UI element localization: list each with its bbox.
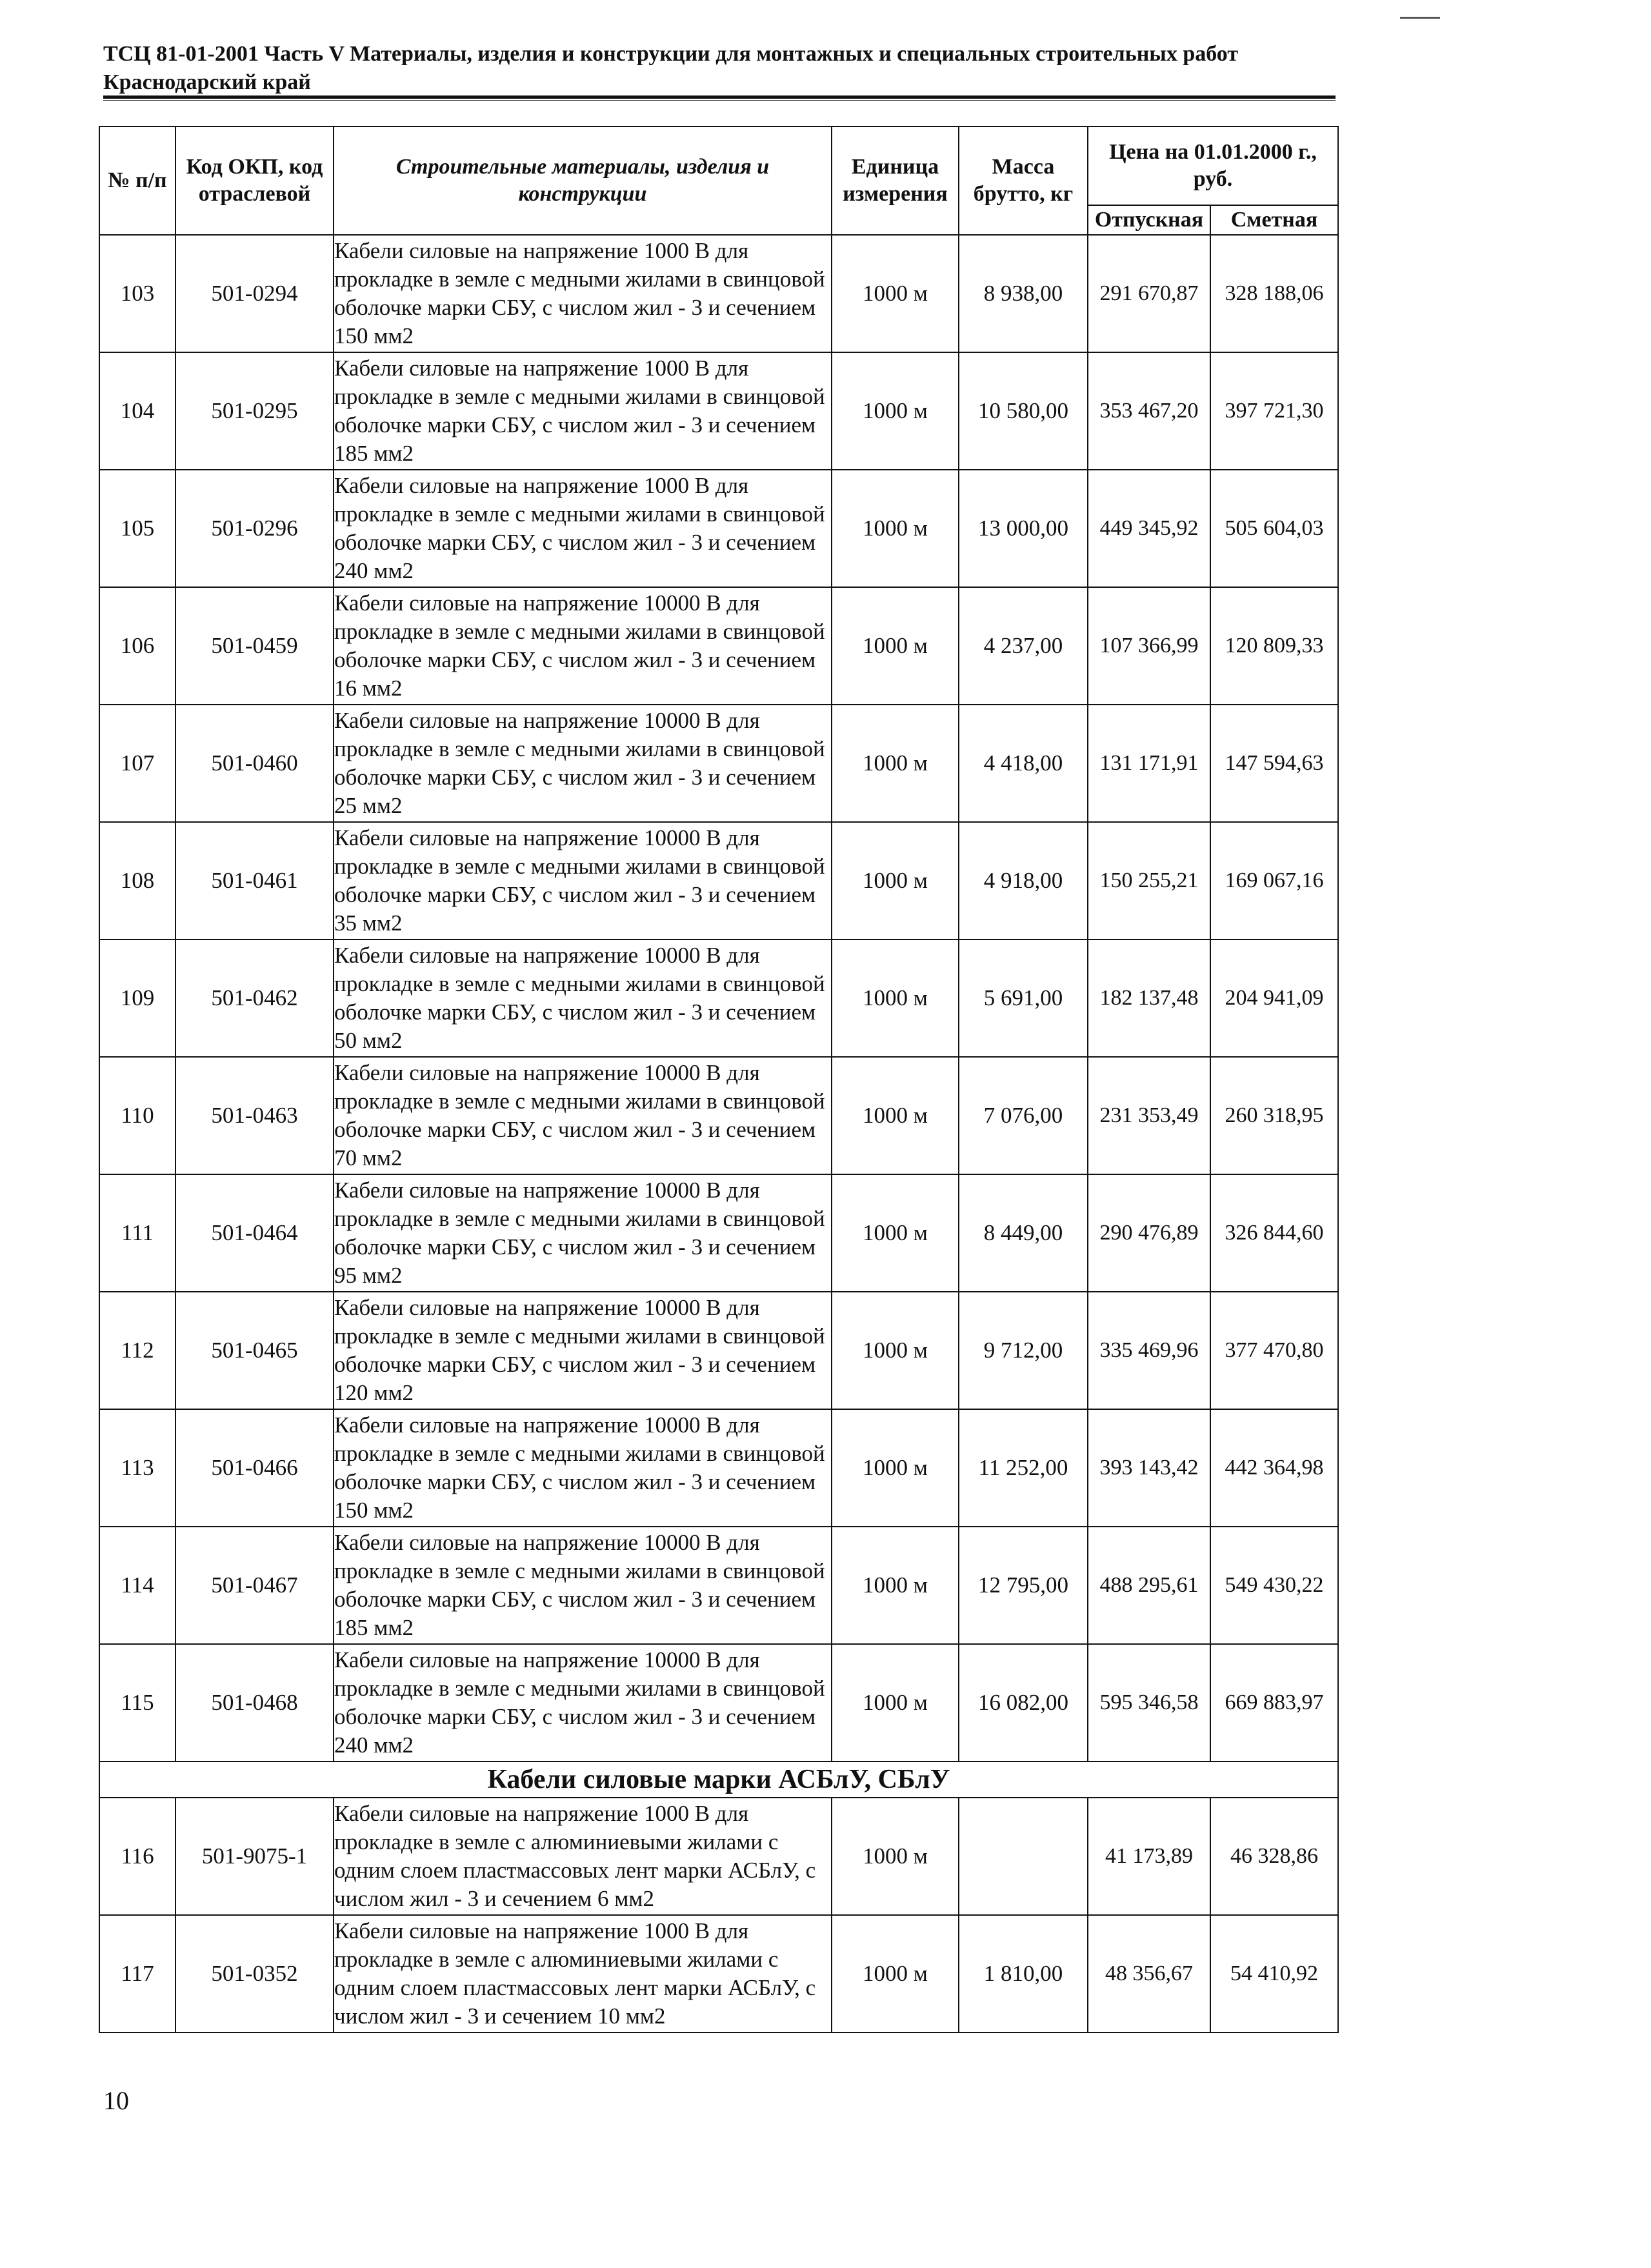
row-name: Кабели силовые на напряжение 1000 В для прокладке в земле с медными жилами в свинцовой оболочке марки СБУ, с числом жил - 3 и сечением 240 мм2 [334,470,832,587]
row-name: Кабели силовые на напряжение 10000 В для прокладке в земле с медными жилами в свинцовой оболочке марки СБУ, с числом жил - 3 и сечением 95 мм2 [334,1174,832,1292]
row-mass: 5 691,00 [959,939,1088,1057]
header-rule [103,95,1336,99]
row-price-release: 41 173,89 [1088,1798,1210,1915]
section-title: Кабели силовые марки АСБлУ, СБлУ [99,1761,1338,1798]
row-price-release: 353 467,20 [1088,352,1210,470]
row-name: Кабели силовые на напряжение 10000 В для прокладке в земле с медными жилами в свинцовой оболочке марки СБУ, с числом жил - 3 и сечением 70 мм2 [334,1057,832,1174]
row-unit: 1000 м [832,1798,959,1915]
row-price-release: 595 346,58 [1088,1644,1210,1761]
row-num: 107 [99,705,175,822]
row-name: Кабели силовые на напряжение 10000 В для прокладке в земле с медными жилами в свинцовой оболочке марки СБУ, с числом жил - 3 и сечением 120 мм2 [334,1292,832,1409]
row-name: Кабели силовые на напряжение 1000 В для прокладке в земле с алюминиевыми жилами с одним слоем пластмассовых лент марки АСБлУ, с числом жил - 3 и сечением 10 мм2 [334,1915,832,2032]
row-name: Кабели силовые на напряжение 10000 В для прокладке в земле с медными жилами в свинцовой оболочке марки СБУ, с числом жил - 3 и сечением 185 мм2 [334,1527,832,1644]
row-unit: 1000 м [832,705,959,822]
header-title: ТСЦ 81-01-2001 Часть V Материалы, изделия и конструкции для монтажных и специальных строительных работ [103,42,1239,66]
table-row [99,822,1338,939]
table-row [99,1644,1338,1761]
row-price-estimate: 46 328,86 [1210,1798,1338,1915]
header-region: Краснодарский край [103,70,311,94]
row-name: Кабели силовые на напряжение 10000 В для прокладке в земле с медными жилами в свинцовой оболочке марки СБУ, с числом жил - 3 и сечением 240 мм2 [334,1644,832,1761]
table-row [99,587,1338,705]
row-code: 501-0462 [175,939,334,1057]
table-row [99,1409,1338,1527]
row-num: 110 [99,1057,175,1174]
table-row [99,1057,1338,1174]
row-code: 501-0463 [175,1057,334,1174]
row-price-estimate: 54 410,92 [1210,1915,1338,2032]
row-num: 113 [99,1409,175,1527]
row-num: 114 [99,1527,175,1644]
header-unit: Единица измерения [832,126,959,235]
table-body [99,235,1338,2032]
row-mass: 16 082,00 [959,1644,1088,1761]
row-num: 109 [99,939,175,1057]
row-code: 501-0296 [175,470,334,587]
row-name: Кабели силовые на напряжение 10000 В для прокладке в земле с медными жилами в свинцовой оболочке марки СБУ, с числом жил - 3 и сечением 35 мм2 [334,822,832,939]
row-name: Кабели силовые на напряжение 10000 В для прокладке в земле с медными жилами в свинцовой оболочке марки СБУ, с числом жил - 3 и сечением 150 мм2 [334,1409,832,1527]
header-rule-thin [103,100,1336,101]
row-name: Кабели силовые на напряжение 1000 В для прокладке в земле с медными жилами в свинцовой оболочке марки СБУ, с числом жил - 3 и сечением 185 мм2 [334,352,832,470]
row-num: 108 [99,822,175,939]
row-mass: 4 237,00 [959,587,1088,705]
row-unit: 1000 м [832,470,959,587]
row-code: 501-0466 [175,1409,334,1527]
row-unit: 1000 м [832,822,959,939]
row-code: 501-0352 [175,1915,334,2032]
table-row [99,1527,1338,1644]
row-unit: 1000 м [832,235,959,352]
row-price-estimate: 120 809,33 [1210,587,1338,705]
row-unit: 1000 м [832,1292,959,1409]
row-mass: 10 580,00 [959,352,1088,470]
row-num: 104 [99,352,175,470]
row-unit: 1000 м [832,1644,959,1761]
row-code: 501-0295 [175,352,334,470]
row-price-estimate: 442 364,98 [1210,1409,1338,1527]
table-row [99,705,1338,822]
row-mass: 11 252,00 [959,1409,1088,1527]
section-row [99,1761,1338,1798]
row-mass [959,1798,1088,1915]
row-mass: 4 918,00 [959,822,1088,939]
header-mass: Масса брутто, кг [959,126,1088,235]
row-num: 106 [99,587,175,705]
row-price-estimate: 549 430,22 [1210,1527,1338,1644]
row-unit: 1000 м [832,939,959,1057]
row-unit: 1000 м [832,352,959,470]
table-row [99,470,1338,587]
row-unit: 1000 м [832,1527,959,1644]
page-number: 10 [103,2086,129,2115]
row-price-release: 290 476,89 [1088,1174,1210,1292]
row-num: 111 [99,1174,175,1292]
row-name: Кабели силовые на напряжение 1000 В для прокладке в земле с алюминиевыми жилами с одним слоем пластмассовых лент марки АСБлУ, с числом жил - 3 и сечением 6 мм2 [334,1798,832,1915]
row-price-release: 291 670,87 [1088,235,1210,352]
row-num: 117 [99,1915,175,2032]
row-price-estimate: 328 188,06 [1210,235,1338,352]
row-code: 501-0465 [175,1292,334,1409]
row-mass: 4 418,00 [959,705,1088,822]
row-code: 501-0468 [175,1644,334,1761]
table-row [99,1798,1338,1915]
row-name: Кабели силовые на напряжение 10000 В для прокладке в земле с медными жилами в свинцовой оболочке марки СБУ, с числом жил - 3 и сечением 50 мм2 [334,939,832,1057]
row-code: 501-9075-1 [175,1798,334,1915]
row-code: 501-0467 [175,1527,334,1644]
row-num: 116 [99,1798,175,1915]
row-code: 501-0464 [175,1174,334,1292]
row-code: 501-0460 [175,705,334,822]
row-name: Кабели силовые на напряжение 10000 В для прокладке в земле с медными жилами в свинцовой оболочке марки СБУ, с числом жил - 3 и сечением 16 мм2 [334,587,832,705]
row-price-release: 393 143,42 [1088,1409,1210,1527]
row-mass: 7 076,00 [959,1057,1088,1174]
row-code: 501-0461 [175,822,334,939]
row-num: 115 [99,1644,175,1761]
row-num: 103 [99,235,175,352]
row-name: Кабели силовые на напряжение 10000 В для прокладке в земле с медными жилами в свинцовой оболочке марки СБУ, с числом жил - 3 и сечением 25 мм2 [334,705,832,822]
header-price-release: Отпускная [1088,205,1210,235]
row-price-estimate: 147 594,63 [1210,705,1338,822]
row-mass: 9 712,00 [959,1292,1088,1409]
row-price-release: 131 171,91 [1088,705,1210,822]
row-price-release: 335 469,96 [1088,1292,1210,1409]
table-row [99,352,1338,470]
row-unit: 1000 м [832,1409,959,1527]
row-price-estimate: 169 067,16 [1210,822,1338,939]
row-price-release: 231 353,49 [1088,1057,1210,1174]
page-header [103,40,1329,97]
row-price-release: 449 345,92 [1088,470,1210,587]
row-mass: 8 449,00 [959,1174,1088,1292]
row-price-estimate: 204 941,09 [1210,939,1338,1057]
row-num: 105 [99,470,175,587]
header-price-group: Цена на 01.01.2000 г., руб. [1088,126,1338,205]
header-code: Код ОКП, код отраслевой [175,126,334,235]
row-price-release: 107 366,99 [1088,587,1210,705]
row-price-release: 488 295,61 [1088,1527,1210,1644]
header-num: № п/п [99,126,175,235]
row-num: 112 [99,1292,175,1409]
row-mass: 1 810,00 [959,1915,1088,2032]
row-price-release: 150 255,21 [1088,822,1210,939]
row-unit: 1000 м [832,587,959,705]
materials-table [99,126,1339,2033]
table-row [99,1174,1338,1292]
row-mass: 13 000,00 [959,470,1088,587]
table-row [99,1915,1338,2032]
row-unit: 1000 м [832,1915,959,2032]
table-row [99,939,1338,1057]
row-mass: 8 938,00 [959,235,1088,352]
row-price-estimate: 669 883,97 [1210,1644,1338,1761]
row-price-release: 182 137,48 [1088,939,1210,1057]
header-name: Строительные материалы, изделия и конструкции [334,126,832,235]
top-dash-mark [1400,17,1440,19]
row-price-estimate: 377 470,80 [1210,1292,1338,1409]
row-name: Кабели силовые на напряжение 1000 В для прокладке в земле с медными жилами в свинцовой оболочке марки СБУ, с числом жил - 3 и сечением 150 мм2 [334,235,832,352]
table-row [99,235,1338,352]
row-mass: 12 795,00 [959,1527,1088,1644]
row-price-estimate: 326 844,60 [1210,1174,1338,1292]
row-code: 501-0294 [175,235,334,352]
row-unit: 1000 м [832,1057,959,1174]
row-price-estimate: 397 721,30 [1210,352,1338,470]
row-unit: 1000 м [832,1174,959,1292]
table-row [99,1292,1338,1409]
row-price-estimate: 260 318,95 [1210,1057,1338,1174]
row-price-estimate: 505 604,03 [1210,470,1338,587]
row-code: 501-0459 [175,587,334,705]
header-price-estimate: Сметная [1210,205,1338,235]
row-price-release: 48 356,67 [1088,1915,1210,2032]
